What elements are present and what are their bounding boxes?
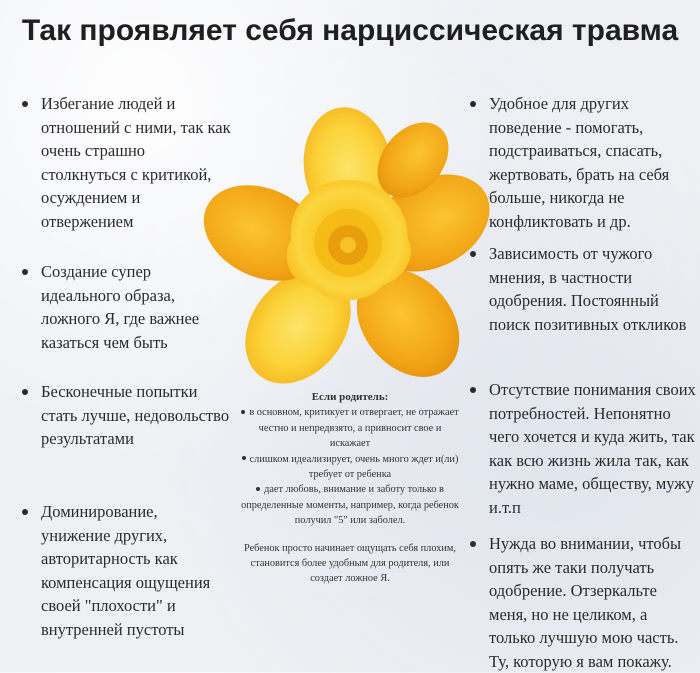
parent-causes-outcome: Ребенок просто начинает ощущать себя плохим, становится более удобным для родителя, или создает ложное Я. bbox=[244, 542, 456, 585]
parent-cause-criticism: в основном, критикует и отвергает, не отражает честно и непредвзято, а привносит свое и искажает bbox=[240, 405, 460, 451]
parent-cause-idealization: слишком идеализирует, очень много ждет и(ли) требует от ребенка bbox=[240, 452, 460, 483]
bullet-dot-icon bbox=[242, 456, 246, 460]
bullet-dot-icon bbox=[256, 487, 260, 491]
right-item-need-attention: Нужда во внимании, чтобы опять же таки получать одобрение. Отзеркальте меня, но не целиком, а только лучшую мою часть. Ту, которую я вам покажу. bbox=[466, 532, 697, 673]
right-item-convenient-behavior: Удобное для других поведение - помогать, подстраиваться, спасать, жертвовать, брать на себя больше, никогда не конфликтовать и др. bbox=[466, 92, 697, 233]
bullet-dot-icon bbox=[241, 410, 245, 414]
parent-causes-list bbox=[240, 405, 460, 528]
right-item-dependence: Зависимость от чужого мнения, в частности одобрения. Постоянный поиск позитивных откликов bbox=[466, 242, 697, 336]
daffodil-illustration bbox=[203, 105, 493, 395]
parent-cause-conditional-love: дает любовь, внимание и заботу только в определенные моменты, например, когда ребенок получил "5" или заболел. bbox=[241, 484, 459, 527]
left-item-domination: Доминирование, унижение других, авторитарность как компенсация ощущения своей "плохости" и внутренней пустоты bbox=[18, 500, 231, 641]
left-item-endless-attempts: Бесконечные попытки стать лучше, недовольство результатами bbox=[18, 380, 231, 451]
parent-causes-heading: Если родитель: bbox=[311, 391, 389, 403]
parent-causes-block bbox=[240, 390, 460, 597]
left-item-avoidance: Избегание людей и отношений с ними, так как очень страшно столкнуться с критикой, осуждением и отвержением bbox=[18, 92, 231, 233]
page-title: Так проявляет себя нарциссическая травма bbox=[21, 14, 679, 47]
left-item-ideal-image: Создание супер идеального образа, ложного Я, где важнее казаться чем быть bbox=[18, 260, 231, 354]
right-item-needs-unclear: Отсутствие понимания своих потребностей. Непонятно чего хочется и куда жить, так как всю жизнь жила так, как нужно маме, обществу, мужу и.т.п bbox=[466, 378, 697, 519]
